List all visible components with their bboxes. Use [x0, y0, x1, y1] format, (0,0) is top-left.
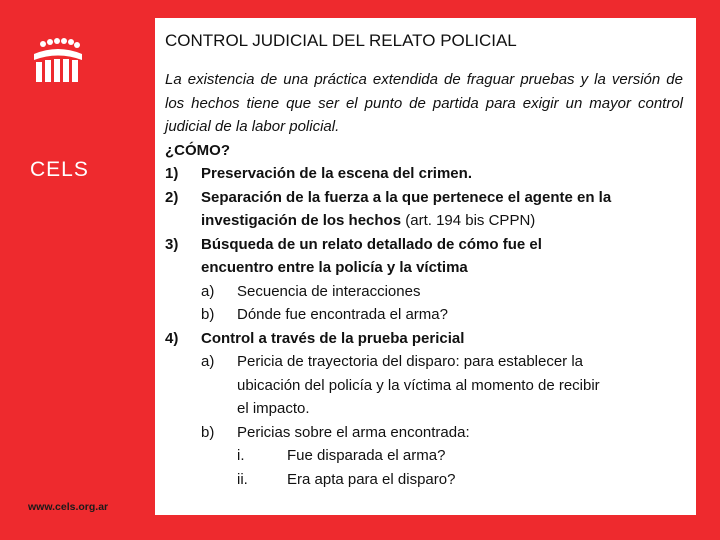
list-item-4: [165, 327, 683, 492]
sub-item-4b: [165, 421, 683, 445]
list-number: 4): [165, 329, 179, 347]
cels-logo: [30, 38, 86, 84]
roman-text: Era apta para el disparo?: [287, 470, 456, 488]
brand-name: CELS: [30, 158, 89, 181]
slide-card: [155, 18, 696, 515]
list-number: 2): [165, 188, 179, 206]
list-number: 3): [165, 235, 179, 253]
list-text-bold: investigación de los hechos: [201, 212, 402, 229]
list-text: Búsqueda de un relato detallado de cómo fue el: [201, 235, 542, 253]
list-text-reference: (art. 194 bis CPPN): [401, 212, 536, 229]
intro-paragraph: La existencia de una práctica extendida de fraguar pruebas y la versión de los hechos tiene que ser el punto de partida para exigir un mayor control judicial de la labor policial.: [165, 71, 683, 135]
list-item-2: [165, 186, 683, 233]
list-text: Preservación de la escena del crimen.: [201, 165, 472, 182]
slide-title: CONTROL JUDICIAL DEL RELATO POLICIAL: [165, 31, 517, 50]
sub-text-continued: ubicación del policía y la víctima al momento de recibir: [237, 376, 600, 394]
sub-item-4a: [165, 350, 683, 374]
list-text: Separación de la fuerza a la que pertenece el agente en la: [201, 188, 612, 206]
list-item-1: [165, 162, 683, 186]
sub-text: Dónde fue encontrada el arma?: [237, 306, 448, 323]
list-number: 1): [165, 165, 179, 182]
sub-letter: a): [201, 353, 215, 370]
roman-numeral: ii.: [237, 470, 248, 488]
sub-letter: b): [201, 423, 215, 441]
roman-text: Fue disparada el arma?: [287, 447, 446, 464]
roman-item-ii: [165, 468, 683, 492]
sub-text: Secuencia de interacciones: [237, 282, 421, 300]
sub-item-3a: [165, 280, 683, 304]
sub-letter: b): [201, 306, 215, 323]
roman-item-i: [165, 444, 683, 468]
list-item-3: [165, 233, 683, 327]
roman-numeral: i.: [237, 447, 245, 464]
question-heading: ¿CÓMO?: [165, 141, 230, 159]
sub-letter: a): [201, 282, 215, 300]
list-text: Control a través de la prueba pericial: [201, 329, 465, 347]
sub-text: Pericias sobre el arma encontrada:: [237, 423, 470, 441]
sub-text-continued: el impacto.: [237, 400, 310, 417]
website-url[interactable]: www.cels.org.ar: [28, 501, 109, 513]
sub-text: Pericia de trayectoria del disparo: para establecer la: [237, 353, 584, 370]
list-text-continued: encuentro entre la policía y la víctima: [201, 259, 468, 276]
sub-item-3b: [165, 303, 683, 327]
